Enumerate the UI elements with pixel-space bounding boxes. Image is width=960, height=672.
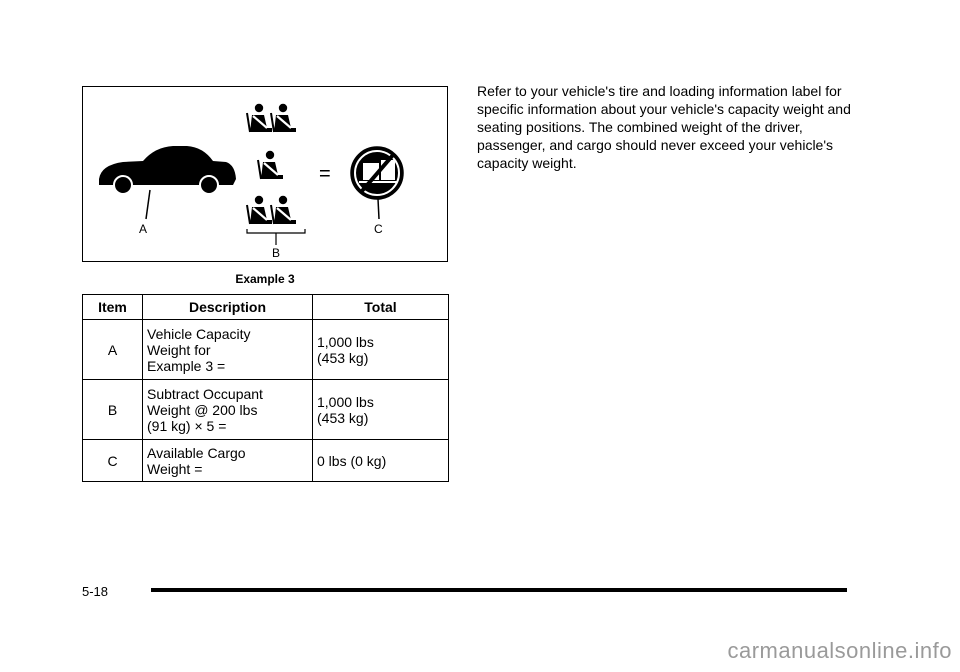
desc-line: (91 kg) × 5 = bbox=[147, 417, 227, 434]
label-c: C bbox=[374, 222, 383, 236]
watermark: carmanualsonline.info bbox=[727, 638, 952, 663]
header-description: Description bbox=[143, 295, 313, 320]
table-row bbox=[83, 380, 449, 440]
row-total bbox=[313, 380, 449, 440]
total-line: 1,000 lbs bbox=[317, 333, 374, 350]
total-line: (453 kg) bbox=[317, 349, 369, 366]
total-line: 0 lbs (0 kg) bbox=[317, 452, 387, 469]
capacity-table bbox=[82, 294, 449, 482]
minus-sign: – bbox=[211, 162, 223, 184]
label-b: B bbox=[272, 246, 281, 260]
row-description bbox=[143, 440, 313, 482]
row-description bbox=[143, 380, 313, 440]
page-number: 5-18 bbox=[82, 584, 109, 599]
figure-caption: Example 3 bbox=[235, 272, 295, 286]
body-paragraph: Refer to your vehicle's tire and loading information label for specific information about your vehicle's capacity weight and seating positions. The combined weight of the driver, passenger, and cargo should never exceed your vehicle's capacity weight. bbox=[477, 83, 851, 171]
row-total bbox=[313, 440, 449, 482]
equals-sign: = bbox=[319, 163, 331, 185]
desc-line: Weight @ 200 lbs bbox=[147, 401, 258, 418]
row-total bbox=[313, 320, 449, 380]
total-line: (453 kg) bbox=[317, 409, 369, 426]
table-row bbox=[83, 320, 449, 380]
desc-line: Weight = bbox=[147, 460, 203, 477]
label-a: A bbox=[139, 222, 148, 236]
table-row bbox=[83, 440, 449, 482]
row-item: C bbox=[83, 440, 143, 482]
desc-line: Weight for bbox=[147, 341, 211, 358]
seatbelt-occupant-icon bbox=[247, 104, 296, 224]
desc-line: Subtract Occupant bbox=[147, 385, 263, 402]
header-total: Total bbox=[313, 295, 449, 320]
header-item: Item bbox=[83, 295, 143, 320]
no-cargo-icon bbox=[351, 147, 403, 219]
row-item: A bbox=[83, 320, 143, 380]
desc-line: Vehicle Capacity bbox=[147, 325, 251, 342]
total-line: 1,000 lbs bbox=[317, 393, 374, 410]
row-item: B bbox=[83, 380, 143, 440]
table-header-row bbox=[83, 295, 449, 320]
example-3-illustration bbox=[82, 86, 448, 262]
desc-line: Example 3 = bbox=[147, 357, 226, 374]
row-description bbox=[143, 320, 313, 380]
footer-rule bbox=[151, 588, 847, 592]
desc-line: Available Cargo bbox=[147, 444, 246, 461]
